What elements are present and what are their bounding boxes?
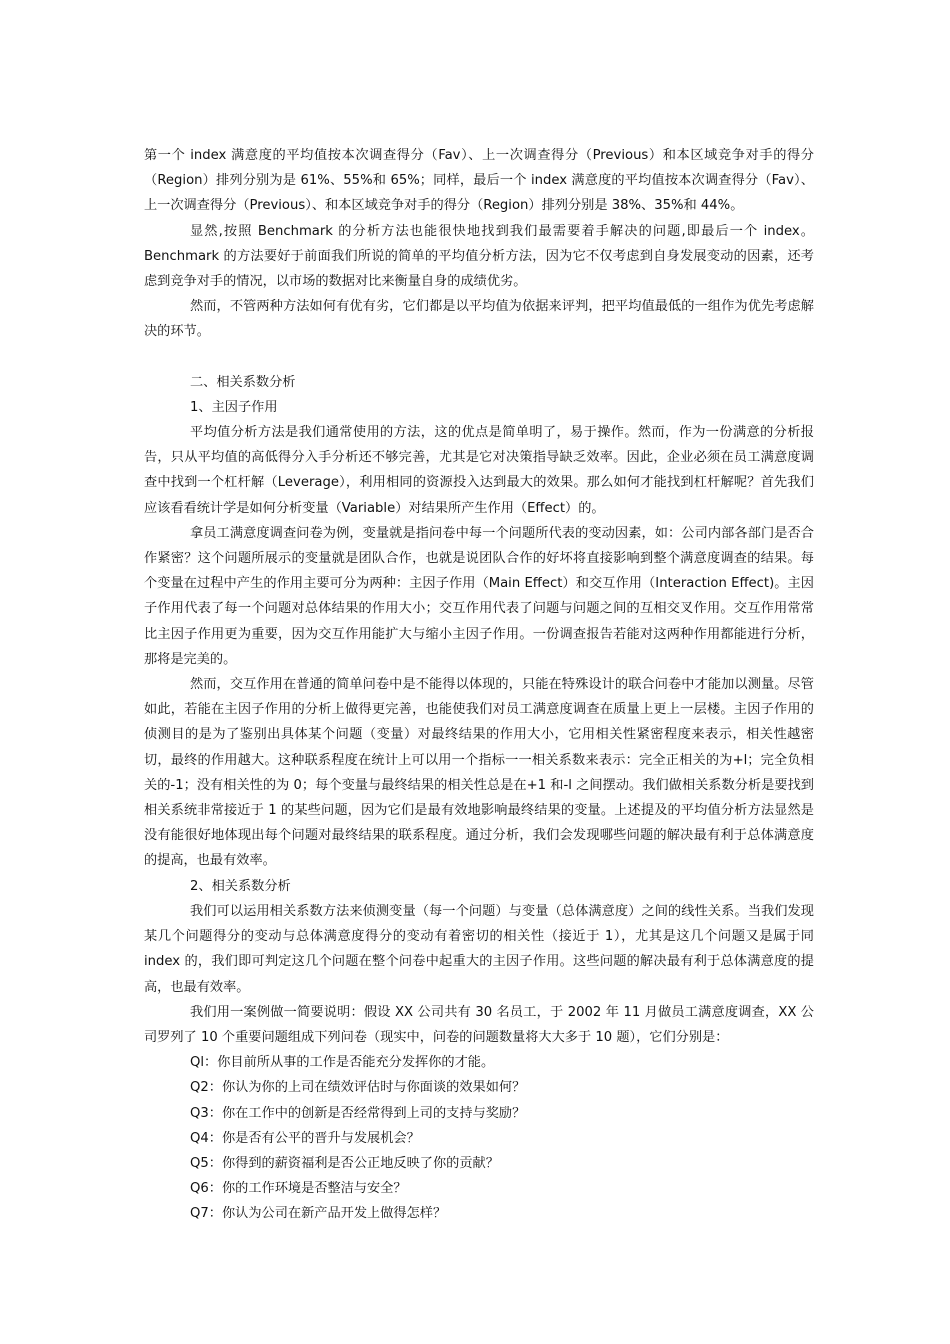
subsection-heading-correlation: 2、相关系数分析	[190, 878, 291, 894]
question-item: Q3：你在工作中的创新是否经常得到上司的支持与奖励？	[190, 1105, 526, 1121]
paragraph-benchmark-scores: 第一个 index 满意度的平均值按本次调查得分（Fav）、上一次调查得分（Previous）和本区域竞争对手的得分（Region）排列分别为是 61%、55%和 65%；同样，最后一个 index 满意度的平均值按本次调查得分（Fav）、上一次调查得分（Previous）、和本区域竞争对手的得分（Region）排列分别是 38%、35%和 44%。	[144, 148, 814, 214]
paragraph-correlation: 然而，交互作用在普通的简单问卷中是不能得以体现的，只能在特殊设计的联合问卷中才能加以测量。尽管如此，若能在主因子作用的分析上做得更完善，也能使我们对员工满意度调查在质量上更上一层楼。主因子作用的侦测目的是为了鉴别出具体某个问题（变量）对最终结果的作用大小，它用相关性紧密程度来表示，相关性越密切，最终的作用越大。这种联系程度在统计上可以用一个指标一一相关系数来表示：完全正相关的为+l；完全负相关的-1；没有相关性的为 0；每个变量与最终结果的相关性总是在+1 和-l 之间摆动。我们做相关系数分析是要找到相关系统非常接近于 1 的某些问题，因为它们是最有效地影响最终结果的变量。上述提及的平均值分析方法显然是没有能很好地体现出每个问题对最终结果的联系程度。通过分析，我们会发现哪些问题的解决最有利于总体满意度的提高，也最有效率。	[144, 677, 814, 869]
question-item: Q2：你认为你的上司在绩效评估时与你面谈的效果如何？	[190, 1080, 526, 1096]
document-page	[144, 143, 814, 1227]
question-item: Q7：你认为公司在新产品开发上做得怎样？	[190, 1206, 447, 1222]
question-item: Q6：你的工作环境是否整洁与安全？	[190, 1181, 407, 1197]
paragraph-benchmark-method: 显然,按照 Benchmark 的分析方法也能很快地找到我们最需要着手解决的问题,即最后一个 index。Benchmark 的方法要好于前面我们所说的简单的平均值分析方法，因为它不仅考虑到自身发展变动的因素，还考虑到竞争对手的情况，以市场的数据对比来衡量自身的成绩优劣。	[144, 223, 814, 290]
paragraph-variables: 拿员工满意度调查问卷为例，变量就是指问卷中每一个问题所代表的变动因素，如：公司内部各部门是否合作紧密？这个问题所展示的变量就是团队合作，也就是说团队合作的好坏将直接影响到整个满意度调查的结果。每个变量在过程中产生的作用主要可分为两种：主因子作用（Main Effect）和交互作用（Interaction Effect)。主因子作用代表了每一个问题对总体结果的作用大小；交互作用代表了问题与问题之间的互相交叉作用。交互作用常常比主因子作用更为重要，因为交互作用能扩大与缩小主因子作用。一份调查报告若能对这两种作用都能进行分析，那将是完美的。	[144, 525, 814, 667]
question-item: Q4：你是否有公平的晋升与发展机会？	[190, 1130, 420, 1146]
question-item: Ql：你目前所从事的工作是否能充分发挥你的才能。	[190, 1055, 495, 1071]
section-heading: 二、相关系数分析	[190, 374, 296, 390]
paragraph-leverage: 平均值分析方法是我们通常使用的方法，这的优点是简单明了，易于操作。然而，作为一份满意的分析报告，只从平均值的高低得分入手分析还不够完善，尤其是它对决策指导缺乏效率。因此，企业必须在员工满意度调查中找到一个杠杆解（Leverage），利用相同的资源投入达到最大的效果。那么如何才能找到杠杆解呢？首先我们应该看看统计学是如何分析变量（Variable）对结果所产生作用（Effect）的。	[144, 425, 814, 516]
paragraph-case-example: 我们用一案例做一简要说明：假设 XX 公司共有 30 名员工，于 2002 年 11 月做员工满意度调查，XX 公司罗列了 10 个重要问题组成下列问卷（现实中，问卷的问题数量将大大多于 10 题），它们分别是：	[144, 1004, 814, 1045]
question-item: Q5：你得到的薪资福利是否公正地反映了你的贡献？	[190, 1155, 499, 1171]
subsection-heading-main-effect: 1、主因子作用	[190, 399, 278, 415]
paragraph-linear-relation: 我们可以运用相关系数方法来侦测变量（每一个问题）与变量（总体满意度）之间的线性关系。当我们发现某几个问题得分的变动与总体满意度得分的变动有着密切的相关性（接近于 1），尤其是这几个问题又是属于同 index 的，我们即可判定这几个问题在整个问卷中起重大的主因子作用。这些问题的解决最有利于总体满意度的提高，也最有效率。	[144, 903, 814, 995]
paragraph-method-comparison: 然而，不管两种方法如何有优有劣，它们都是以平均值为依据来评判，把平均值最低的一组作为优先考虑解决的环节。	[144, 299, 814, 340]
spacer	[144, 345, 814, 370]
